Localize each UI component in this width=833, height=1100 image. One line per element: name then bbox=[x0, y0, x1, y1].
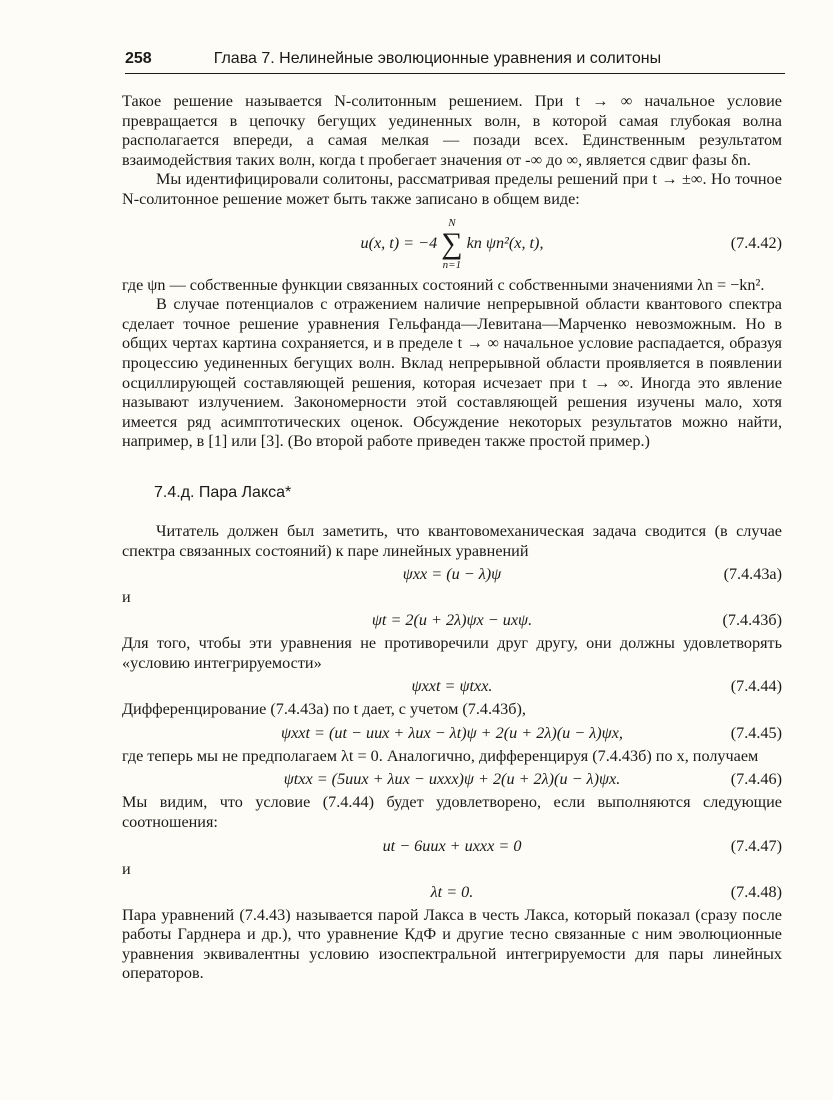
equation-number: (7.4.47) bbox=[730, 836, 782, 855]
chapter-title: Глава 7. Нелинейные эволюционные уравнения и солитоны bbox=[213, 50, 662, 67]
page-body bbox=[122, 92, 782, 984]
equation-number: (7.4.42) bbox=[730, 233, 782, 252]
equation-7-4-42 bbox=[122, 212, 782, 274]
equation-number: (7.4.48) bbox=[730, 882, 782, 901]
equation-7-4-47 bbox=[122, 835, 782, 858]
equation-7-4-48 bbox=[122, 881, 782, 904]
page-number: 258 bbox=[125, 50, 152, 67]
conjunction-and: и bbox=[122, 588, 131, 607]
paragraph-7: Дифференцирование (7.4.43а) по t дает, с учетом (7.4.43б), bbox=[122, 700, 526, 719]
equation-7-4-45 bbox=[122, 722, 782, 745]
paragraph-3: где ψn — собственные функции связанных состояний с собственными значениями λn = −kn². bbox=[122, 275, 765, 294]
paragraph-2: Мы идентифицировали солитоны, рассматривая пределы решений при t → ±∞. Но точное N-солитонное решение может быть также записано в общем виде: bbox=[122, 170, 782, 208]
equation-42-rhs: kn ψn²(x, t), bbox=[466, 233, 544, 252]
conjunction-and: и bbox=[122, 859, 131, 878]
equation-7-4-46 bbox=[122, 768, 782, 791]
running-header bbox=[125, 50, 785, 74]
equation-body: ψxx = (u − λ)ψ bbox=[402, 565, 502, 584]
paragraph-10: Пара уравнений (7.4.43) называется парой Лакса в честь Лакса, который показал (сразу после работы Гарднера и др.), что уравнение КдФ и другие тесно связанные с ним эволюционные уравнения эквивалентны условию изоспектральной интегрируемости для пары линейных операторов. bbox=[122, 905, 782, 983]
equation-body: ψxxt = (ut − uux + λux − λt)ψ + 2(u + 2λ)(u − λ)ψx, bbox=[281, 723, 623, 742]
summation-symbol: N ∑ n=1 bbox=[441, 216, 463, 271]
equation-number: (7.4.43б) bbox=[722, 611, 782, 630]
equation-7-4-44 bbox=[122, 675, 782, 698]
paragraph-9: Мы видим, что условие (7.4.44) будет удовлетворено, если выполняются следующие соотношения: bbox=[122, 793, 782, 832]
section-heading: 7.4.д. Пара Лакса* bbox=[154, 483, 292, 501]
paragraph-5: Читатель должен был заметить, что квантовомеханическая задача сводится (в случае спектра связанных состояний) к паре линейных уравнений bbox=[122, 521, 782, 560]
equation-body: λt = 0. bbox=[430, 882, 474, 901]
equation-body: ψtxx = (5uux + λux − uxxx)ψ + 2(u + 2λ)(u − λ)ψx. bbox=[283, 770, 621, 789]
equation-7-4-43b bbox=[122, 609, 782, 632]
sum-lower-limit: n=1 bbox=[442, 258, 462, 271]
equation-body: ψxxt = ψtxx. bbox=[411, 677, 493, 696]
equation-number: (7.4.43а) bbox=[723, 565, 782, 584]
equation-body: ut − 6uux + uxxx = 0 bbox=[382, 836, 522, 855]
paragraph-4: В случае потенциалов с отражением наличие непрерывной области квантового спектра сделает точное решение уравнения Гельфанда—Левитана—Марченко невозможным. Но в общих чертах картина сохраняется, и в пределе t → ∞ начальное условие распадается, образуя процессию уединенных бегущих волн. Вклад непрерывной области проявляется в появлении осциллирующей составляющей решения, которая исчезает при t → ∞. Иногда это явление называют излучением. Закономерности этой составляющей решения изучены мало, хотя имеется ряд асимптотических оценок. Обсуждение некоторых результатов можно найти, например, в [1] или [3]. (Во второй работе приведен также простой пример.) bbox=[122, 295, 782, 451]
equation-number: (7.4.44) bbox=[730, 677, 782, 696]
equation-body: ψt = 2(u + 2λ)ψx − uxψ. bbox=[371, 611, 533, 630]
equation-number: (7.4.46) bbox=[730, 770, 782, 789]
paragraph-6: Для того, чтобы эти уравнения не противоречили друг другу, они должны удовлетворять «условию интегрируемости» bbox=[122, 634, 782, 672]
paragraph-8: где теперь мы не предполагаем λt = 0. Аналогично, дифференцируя (7.4.43б) по x, получаем bbox=[122, 746, 759, 765]
equation-7-4-43a bbox=[122, 563, 782, 586]
paragraph-1: Такое решение называется N-солитонным решением. При t → ∞ начальное условие превращается в цепочку бегущих уединенных волн, в которой самая глубокая волна располагается впереди, а самая мелкая — позади всех. Единственным результатом взаимодействия таких волн, когда t пробегает значения от -∞ до ∞, является сдвиг фазы δn. bbox=[122, 92, 782, 169]
equation-42-lhs: u(x, t) = −4 bbox=[360, 233, 438, 252]
sum-upper-limit: N bbox=[448, 216, 456, 229]
equation-number: (7.4.45) bbox=[730, 723, 782, 742]
